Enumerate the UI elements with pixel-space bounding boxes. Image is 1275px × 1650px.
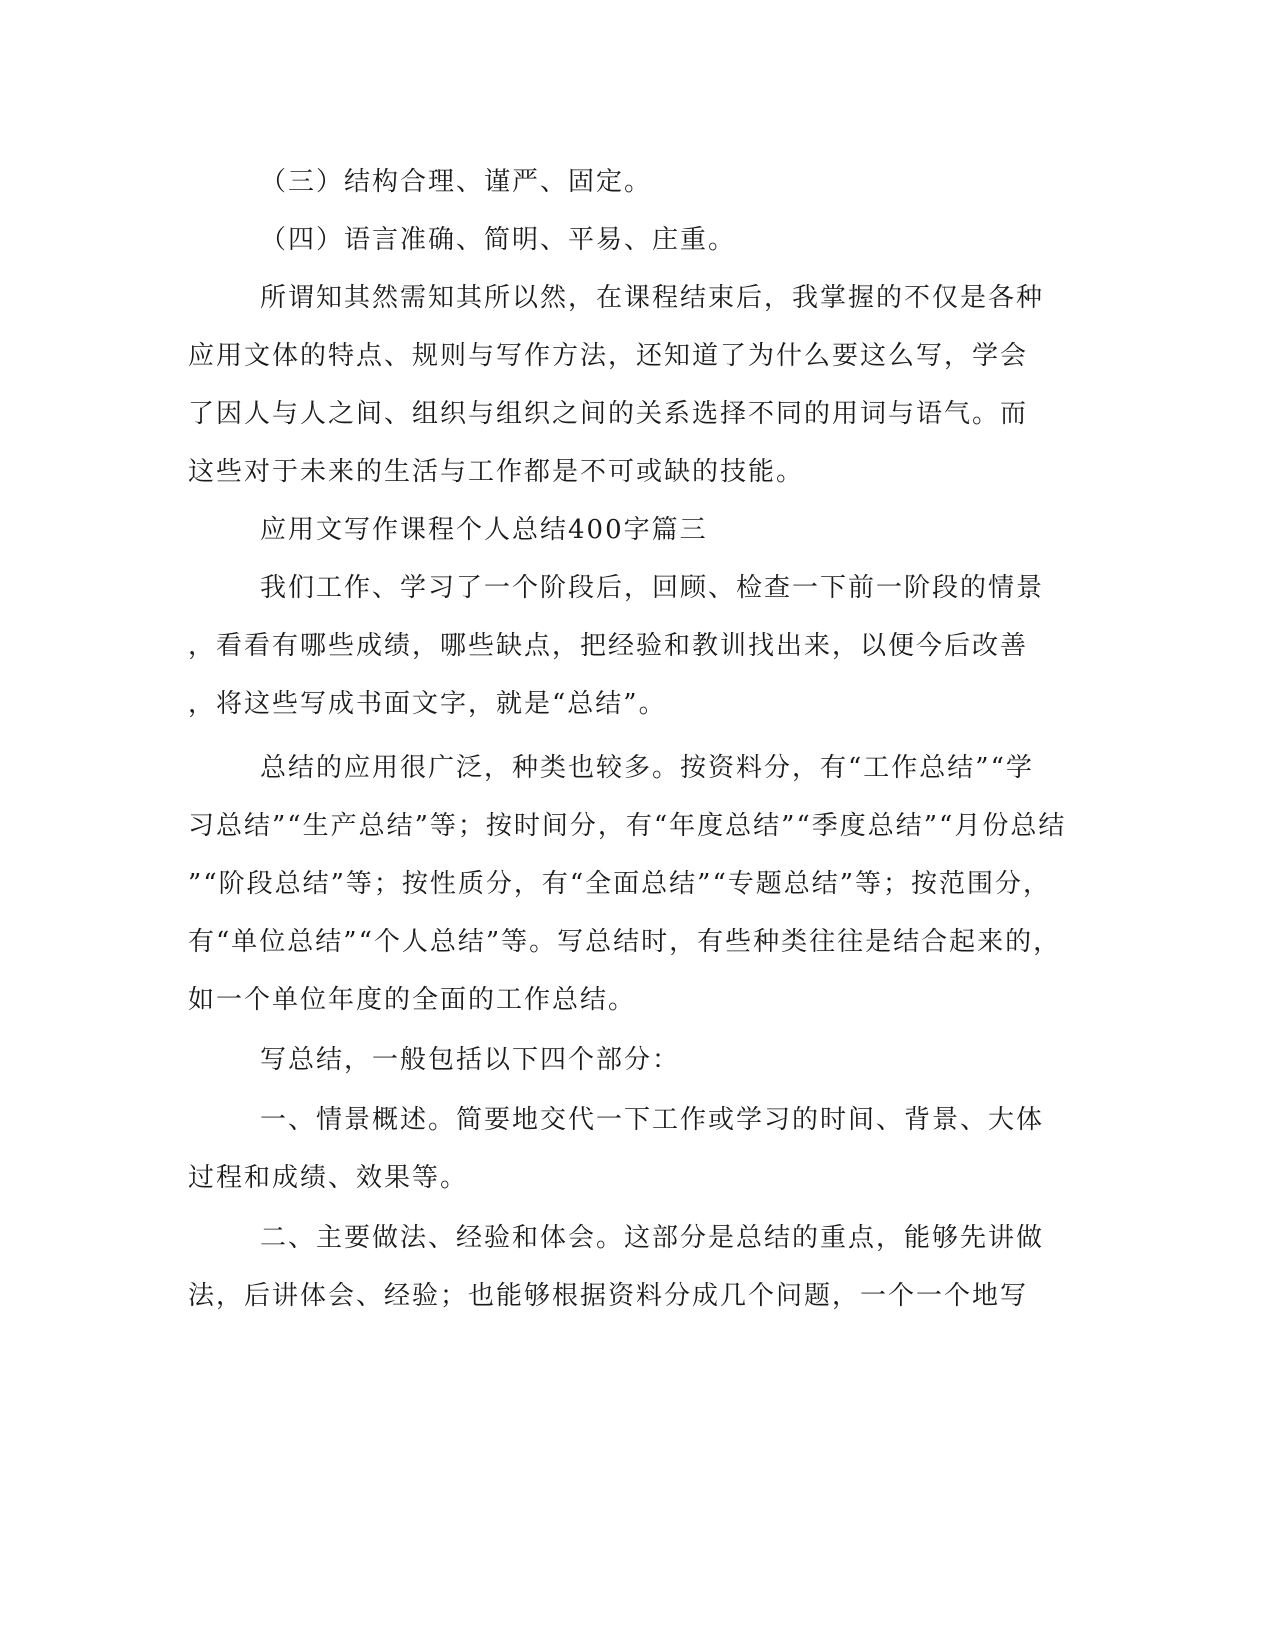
paragraph-line: （三）结构合理、谨严、固定。 [260, 167, 653, 197]
paragraph-line: ，看看有哪些成绩，哪些缺点，把经验和教训找出来，以便今后改善 [188, 631, 1029, 661]
paragraph-line: 了因人与人之间、组织与组织之间的关系选择不同的用词与语气。而 [188, 399, 1029, 429]
paragraph-line: 这些对于未来的生活与工作都是不可或缺的技能。 [188, 457, 805, 487]
paragraph-line: 法，后讲体会、经验；也能够根据资料分成几个问题，一个一个地写 [188, 1281, 1029, 1311]
paragraph-line: ，将这些写成书面文字，就是“总结”。 [188, 689, 667, 719]
paragraph-line: 过程和成绩、效果等。 [188, 1163, 469, 1193]
paragraph-line: 写总结，一般包括以下四个部分： [260, 1045, 681, 1075]
paragraph-line: 习总结”“生产总结”等；按时间分，有“年度总结”“季度总结”“月份总结 [188, 811, 1067, 841]
section-heading: 应用文写作课程个人总结400字篇三 [260, 515, 708, 545]
paragraph-line: 我们工作、学习了一个阶段后，回顾、检查一下前一阶段的情景 [260, 573, 1045, 603]
paragraph-line: ”“阶段总结”等；按性质分，有“全面总结”“专题总结”等；按范围分， [188, 869, 1052, 899]
paragraph-line: 所谓知其然需知其所以然，在课程结束后，我掌握的不仅是各种 [260, 283, 1045, 313]
paragraph-line: 如一个单位年度的全面的工作总结。 [188, 985, 637, 1015]
paragraph-line: 有“单位总结”“个人总结”等。写总结时，有些种类往往是结合起来的， [188, 927, 1062, 957]
paragraph-line: 应用文体的特点、规则与写作方法，还知道了为什么要这么写，学会 [188, 341, 1029, 371]
paragraph-line: 二、主要做法、经验和体会。这部分是总结的重点，能够先讲做 [260, 1223, 1045, 1253]
paragraph-line: 一、情景概述。简要地交代一下工作或学习的时间、背景、大体 [260, 1105, 1045, 1135]
paragraph-line: 总结的应用很广泛，种类也较多。按资料分，有“工作总结”“学 [260, 753, 1034, 783]
paragraph-line: （四）语言准确、简明、平易、庄重。 [260, 225, 737, 255]
